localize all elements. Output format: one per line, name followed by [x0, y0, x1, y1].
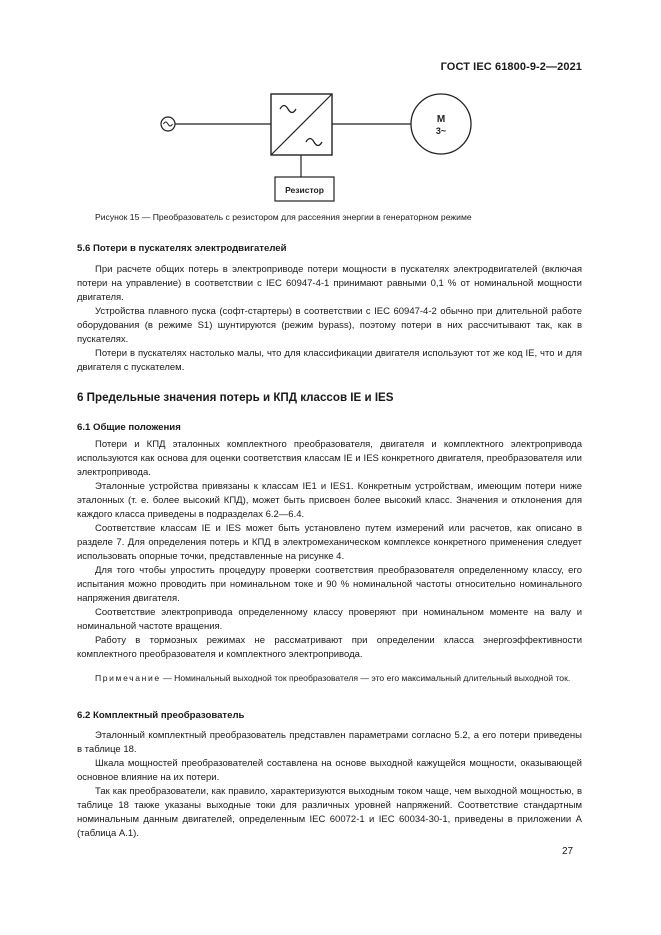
- page-number: 27: [562, 846, 574, 857]
- paragraph: Эталонный комплектный преобразователь представлен параметрами согласно 5.2, а его потери приведены в таблице 18.: [77, 730, 582, 755]
- paragraph: Эталонные устройства привязаны к классам IE1 и IES1. Конкретным устройствам, имеющим потери ниже эталонных (т. е. более высокий КПД), может быть присвоен более высокий класс. Значения и отклонения для каждого класса приведены в подразделах 6.2—6.4.: [77, 481, 582, 520]
- section-6-2-heading: 6.2 Комплектный преобразователь: [77, 710, 245, 721]
- paragraph: Устройства плавного пуска (софт-стартеры) в соответствии с IEC 60947-4-2 обычно при длительной работе оборудования (в режиме S1) шунтируются (режим bypass), поэтому потери в них рассчитывают так, как в пускателях.: [77, 306, 582, 345]
- note-text: — Номинальный выходной ток преобразователя — это его максимальный длительный выходной ток.: [160, 673, 571, 683]
- paragraph: Шкала мощностей преобразователей составлена на основе выходной кажущейся мощности, оказывающей основное влияние на их потери.: [77, 758, 582, 783]
- paragraph: Потери и КПД эталонных комплектного преобразователя, двигателя и комплектного электропривода используются как основа для оценки соответствия классам IE и IES конкретного двигателя, преобразователя или электропривода.: [77, 439, 582, 478]
- section-6-1-heading: 6.1 Общие положения: [77, 422, 181, 433]
- paragraph: Потери в пускателях настолько малы, что для классификации двигателя используют тот же код IE, что и для двигателя с пускателем.: [77, 348, 582, 373]
- converter-diagonal: [271, 94, 332, 155]
- document-header: ГОСТ IEC 61800-9-2—2021: [440, 61, 582, 73]
- resistor-label: Резистор: [285, 185, 324, 195]
- paragraph: Соответствие электропривода определенному классу проверяют при номинальном моменте на валу и номинальной частоте вращения.: [77, 607, 582, 632]
- ac-wave-bottom-icon: [306, 139, 322, 146]
- paragraph: Для того чтобы упростить процедуру проверки соответствия преобразователя определенному классу, его испытания можно проводить при номинальном токе и 90 % номинальной частоты относительно номинального напряжения двигателя.: [77, 565, 582, 604]
- motor-label-m: М: [436, 114, 446, 125]
- figure-caption: Рисунок 15 — Преобразователь с резистором для рассеяния энергии в генераторном режиме: [95, 212, 472, 222]
- paragraph: Так как преобразователи, как правило, характеризуются выходным током чаще, чем выходной мощностью, в таблице 18 также указаны выходные токи для различных уровней напряжений. Соответствие стандартным номинальным данным двигателей, определенным IEC 60072-1 и IEC 60034-30-1, приведены в приложении А (таблица А.1).: [77, 786, 582, 839]
- converter-diagram: [0, 0, 661, 235]
- ac-wave-top-icon: [280, 106, 296, 113]
- paragraph: При расчете общих потерь в электроприводе потери мощности в пускателях электродвигателей (включая потери на управление) в соответствии с IEC 60947-4-1 принимают равными 0,1 % от номинальной мощности двигателя.: [77, 264, 582, 303]
- section-5-6-heading: 5.6 Потери в пускателях электродвигателей: [77, 243, 287, 254]
- note-label: Примечание: [95, 673, 161, 683]
- section-6-heading: 6 Предельные значения потерь и КПД классов IE и IES: [77, 391, 394, 404]
- paragraph: Работу в тормозных режимах не рассматривают при определении класса энергоэффективности комплектного преобразователя и комплектного электропривода.: [77, 635, 582, 660]
- motor-label-phase: 3~: [435, 126, 447, 136]
- section-5-6-body: [77, 263, 582, 375]
- ac-source-wave: [164, 122, 173, 126]
- note: [77, 672, 582, 685]
- section-6-1-body: [77, 438, 582, 662]
- paragraph: Соответствие классам IE и IES может быть установлено путем измерений или расчетов, как описано в разделе 7. Для определения потерь и КПД в электромеханическом комплексе конкретного применения следует использовать опорные точки, представленные на рисунке 4.: [77, 523, 582, 562]
- section-6-2-body: [77, 729, 582, 841]
